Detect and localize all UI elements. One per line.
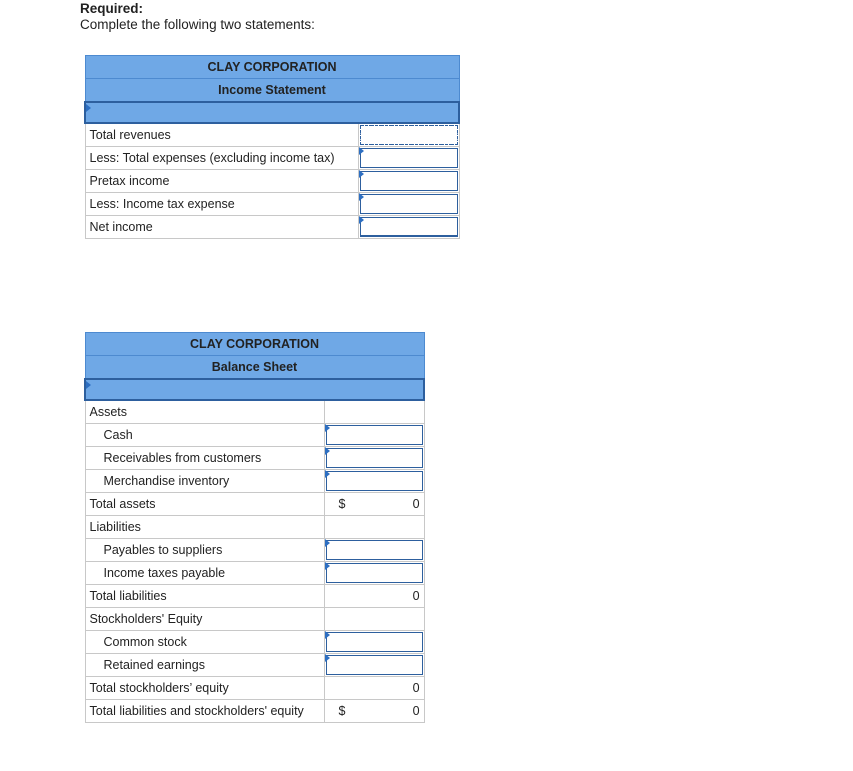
row-label-pretax-income: Pretax income: [85, 170, 358, 193]
input-total-revenues[interactable]: [358, 123, 459, 147]
dropdown-arrow-icon: [86, 104, 91, 112]
input-income-taxes-payable[interactable]: [324, 562, 424, 585]
total-assets-amount: 0: [412, 497, 420, 511]
balance-sheet-table: [84, 332, 425, 723]
total-liabilities-equity-value: [324, 700, 424, 723]
input-payables[interactable]: [324, 539, 424, 562]
total-equity-value: 0: [324, 677, 424, 700]
dropdown-arrow-icon: [325, 654, 330, 662]
balance-company-name: CLAY CORPORATION: [85, 333, 424, 356]
input-total-expenses[interactable]: [358, 147, 459, 170]
row-label-total-equity: Total stockholders’ equity: [85, 677, 324, 700]
instruction-text: Complete the following two statements:: [80, 17, 315, 32]
dropdown-arrow-icon: [325, 631, 330, 639]
total-liabilities-equity-amount: 0: [412, 704, 420, 718]
dropdown-arrow-icon: [359, 193, 364, 201]
balance-date-dropdown[interactable]: [85, 379, 424, 400]
row-label-payables: Payables to suppliers: [85, 539, 324, 562]
row-label-total-assets: Total assets: [85, 493, 324, 516]
dropdown-arrow-icon: [325, 447, 330, 455]
balance-sheet-title: Balance Sheet: [85, 356, 424, 380]
total-assets-value: [324, 493, 424, 516]
input-income-tax-expense[interactable]: [358, 193, 459, 216]
income-statement-title: Income Statement: [85, 79, 459, 103]
dropdown-arrow-icon: [325, 539, 330, 547]
dropdown-arrow-icon: [359, 216, 364, 224]
row-label-common-stock: Common stock: [85, 631, 324, 654]
row-label-total-revenues: Total revenues: [85, 123, 358, 147]
dropdown-arrow-icon: [86, 381, 91, 389]
row-label-receivables: Receivables from customers: [85, 447, 324, 470]
total-liabilities-value: 0: [324, 585, 424, 608]
row-label-cash: Cash: [85, 424, 324, 447]
currency-symbol: $: [338, 704, 346, 718]
row-label-total-liabilities-equity: Total liabilities and stockholders' equity: [85, 700, 324, 723]
instructions: [80, 1, 315, 33]
input-net-income[interactable]: [358, 216, 459, 239]
row-label-total-expenses: Less: Total expenses (excluding income tax): [85, 147, 358, 170]
input-pretax-income[interactable]: [358, 170, 459, 193]
dropdown-arrow-icon: [359, 147, 364, 155]
dropdown-arrow-icon: [325, 424, 330, 432]
input-receivables[interactable]: [324, 447, 424, 470]
currency-symbol: $: [338, 497, 346, 511]
row-label-inventory: Merchandise inventory: [85, 470, 324, 493]
liabilities-heading: Liabilities: [85, 516, 324, 539]
income-statement-table: [84, 55, 460, 239]
dropdown-arrow-icon: [359, 170, 364, 178]
input-cash[interactable]: [324, 424, 424, 447]
row-label-income-taxes-payable: Income taxes payable: [85, 562, 324, 585]
assets-heading: Assets: [85, 400, 324, 424]
row-label-retained-earnings: Retained earnings: [85, 654, 324, 677]
row-label-income-tax-expense: Less: Income tax expense: [85, 193, 358, 216]
row-label-net-income: Net income: [85, 216, 358, 239]
input-retained-earnings[interactable]: [324, 654, 424, 677]
dropdown-arrow-icon: [325, 562, 330, 570]
required-heading: Required:: [80, 1, 144, 16]
dropdown-arrow-icon: [325, 470, 330, 478]
input-common-stock[interactable]: [324, 631, 424, 654]
income-date-dropdown[interactable]: [85, 102, 459, 123]
equity-heading: Stockholders' Equity: [85, 608, 324, 631]
row-label-total-liabilities: Total liabilities: [85, 585, 324, 608]
input-inventory[interactable]: [324, 470, 424, 493]
income-company-name: CLAY CORPORATION: [85, 56, 459, 79]
